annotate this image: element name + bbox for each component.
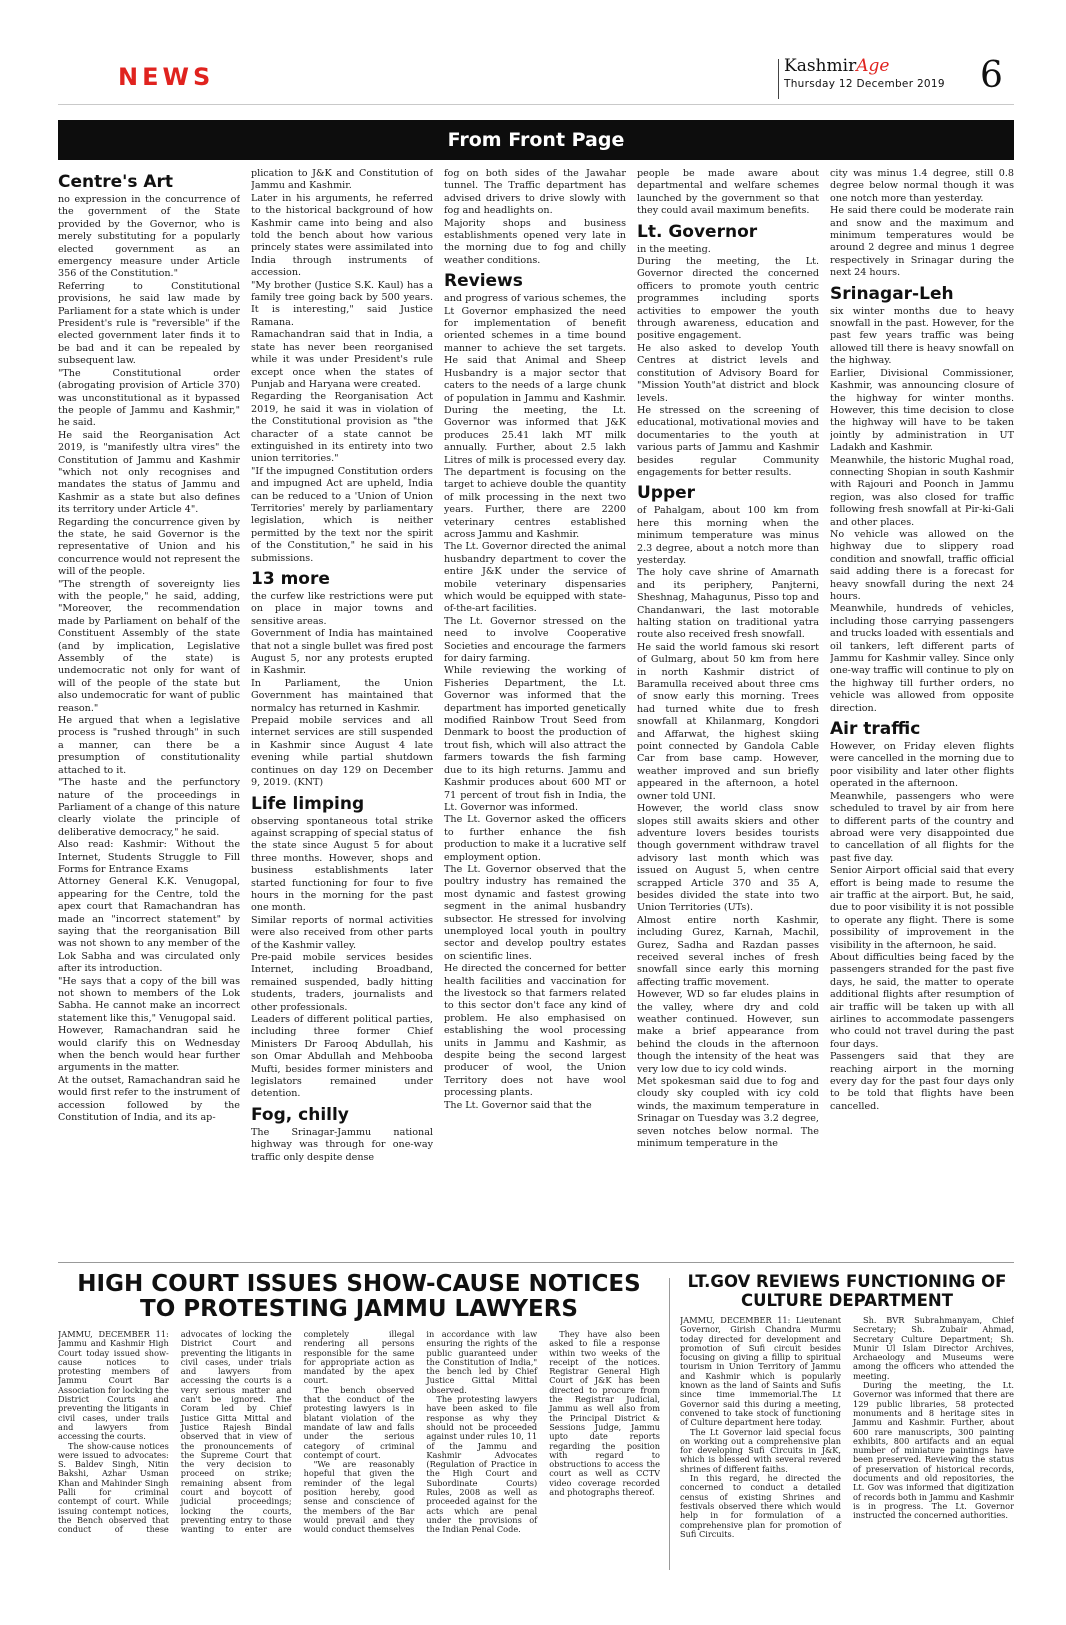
- paragraph: The Lt. Governor stressed on the need to involve Cooperative Societies and encourage the farmers for dairy farming.: [444, 615, 626, 665]
- text-column: [251, 168, 433, 1250]
- story-body: [680, 1316, 1014, 1578]
- dateline: Thursday 12 December 2019: [784, 78, 945, 90]
- paragraph: Passengers said that they are reaching airport in the morning every day for the past four days only to be told that flights have been cancelled.: [830, 1051, 1014, 1112]
- section-title: NEWS: [118, 63, 215, 91]
- page-number: 6: [980, 55, 1003, 96]
- paragraph: Government of India has maintained that not a single bullet was fired post August 5, nor any protests erupted in Kashmir.: [251, 628, 433, 677]
- paragraph: in the meeting.: [637, 243, 711, 255]
- paragraph: He argued that when a legislative process is "rushed through" in such a manner, can there be a presumption of constitutionality attached to it.: [58, 715, 240, 776]
- paragraph: Almost entire north Kashmir, including Gurez, Karnah, Machil, Gurez, Sadha and Razdan passes received several inches of fresh snowfall since early this morning affecting traffic movement.: [637, 914, 819, 988]
- newspaper-brand: [784, 57, 972, 101]
- paragraph: of Pahalgam, about 100 km from here this morning when the minimum temperature was minus 2.3 degree, about a notch more than yesterday.: [637, 505, 819, 566]
- paragraph: Majority shops and business establishments opened very late in the morning due to fog and chilly weather conditions.: [444, 217, 626, 266]
- paragraph: "The Constitutional order (abrogating provision of Article 370) was unconstitutional as it bypassed the people of Jammu and Kashmir," he said.: [58, 367, 240, 429]
- brand-name: Kashmir: [784, 56, 857, 76]
- paragraph: Prepaid mobile services and all internet services are still suspended in Kashmir since August 4 late evening while partial shutdown continues on day 129 on December 9, 2019. (KNT): [251, 715, 433, 789]
- paragraph: Ramachandran said that in India, a state has never been reorganised while it was under President's rule except once when the states of Punjab and Haryana were created.: [251, 329, 433, 390]
- paragraph: JAMMU, DECEMBER 11: Jammu and Kashmir High Court today issued show-cause notices to protesting members of Jammu Court Bar Association for locking the District Courts and preventing the litigants in civil cases, under trails and lawyers from accessing the courts.: [58, 1330, 169, 1442]
- paragraph: He directed the concerned for better health facilities and vaccination for the livestock so that farmers related to this sector don't face any kind of problem. He also emphasised on establishing the wool processing units in Jammu and Kashmir, as despite being the second largest producer of wool, the Union Territory does not have wool processing plants.: [444, 963, 626, 1099]
- paragraph: "My brother (Justice S.K. Kaul) has a family tree going back by 500 years. It is interesting," said Justice Ramana.: [251, 279, 433, 328]
- paragraph: Also read: Kashmir: Without the Internet, Students Struggle to Fill Forms for Entrance Exams: [58, 839, 240, 875]
- paragraph: The Lt. Governor asked the officers to further enhance the fish production to make it a lucrative self employment option.: [444, 814, 626, 863]
- paragraph: He stressed on the screening of educational, motivational movies and documentaries to the youth at various parts of Jammu and Kashmir besides regular Community engagements for better results.: [637, 404, 819, 478]
- paragraph: The Lt Governor laid special focus on working out a comprehensive plan for developing Sufi Circuits in J&K, which is blessed with several revered shrines of different faiths.: [680, 1426, 841, 1474]
- paragraph: During the meeting, the Lt. Governor directed the concerned officers to promote youth centric programmes including sports activities to empower the youth through awareness, education and positive engagement.: [637, 256, 819, 342]
- paragraph: The Srinagar-Jammu national highway was through for one-way traffic only despite dense: [251, 1126, 433, 1163]
- paragraph: "We are reasonably hopeful that given the reminder of the legal position hereby, good sense and conscience of the members of the Bar would prevail and they would conduct themselves in accordance with law ensuring the rights of the public guaranteed under the Constitution of India," the bench led by Chief Justice Gittal Mittal observed.: [303, 1330, 538, 1535]
- paragraph: However, Ramachandran said he would clarify this on Wednesday when the bench would hear further arguments in the matter.: [58, 1025, 240, 1074]
- paragraph: However, on Friday eleven flights were cancelled in the morning due to poor visibility and later other flights operated in the afternoon.: [830, 741, 1014, 790]
- paragraph: In this regard, he directed the concerned to conduct a detailed census of existing Shrines and festivals observed there which would help in for formulation of a comprehensive plan for promotion of Sufi Circuits.: [680, 1473, 841, 1539]
- paragraph: The Lt. Governor said that the: [444, 1099, 592, 1111]
- paragraph: people be made aware about departmental and welfare schemes launched by the government so that they could avail maximum benefits.: [637, 168, 819, 217]
- text-column: [58, 168, 240, 1250]
- paragraph: Later in his arguments, he referred to the historical background of how Kashmir came into being and also told the bench about how various princely states were assimilated into India through instruments of accession.: [251, 192, 433, 279]
- paragraph: Attorney General K.K. Venugopal, appearing for the Centre, told the apex court that Ramachandran has made an "incorrect statement" by saying that the reorganisation Bill was not shown to any member of the Lok Sabha and was circulated only after its introduction.: [58, 876, 240, 975]
- jump-headline: Centre's Art: [58, 172, 174, 192]
- paragraph: Similar reports of normal activities were also received from other parts of the Kashmir valley.: [251, 914, 433, 951]
- brand-logo: [784, 57, 972, 75]
- paragraph: Pre-paid mobile services besides Internet, including Broadband, remained suspended, badly hitting students, traders, journalists and other professionals.: [251, 951, 433, 1013]
- section-banner: From Front Page: [58, 120, 1014, 160]
- paragraph: no expression in the concurrence of the government of the State provided by the Governor, who is merely substituting for a popularly elected government as an emergency measure under Article 356 of the Constitution.": [58, 194, 240, 280]
- paragraph: six winter months due to heavy snowfall in the past. However, for the past few years traffic was being allowed till there is heavy snowfall on the highway.: [830, 305, 1014, 367]
- paragraph: "If the impugned Constitution orders and impugned Act are upheld, India can be reduced to a 'Union of Union Territories' merely by parliamentary legislation, which is neither permitted by the text nor the spirit of the Constitution," he said in his submissions.: [251, 465, 433, 564]
- paragraph: Regarding the Reorganisation Act 2019, he said it was in violation of the Constitutional provision as "the character of a state cannot be extinguished in its entirety into two union territories.": [251, 391, 433, 465]
- paragraph: and progress of various schemes, the Lt Governor emphasized the need for implementation of benefit oriented schemes in a time bound manner to achieve the set targets. He said that Animal and Sheep Husbandry is a major sector that caters to the needs of a large chunk of population in Jammu and Kashmir. During the meeting, the Lt. Governor was informed that J&K produces 25.41 lakh MT milk annually. Further, about 2.5 lakh Litres of milk is processed every day. The department is focusing on the target to achieve double the quantity of milk processing in the next two years. Further, there are 2200 veterinary centres established across Jammu and Kashmir.: [444, 293, 626, 540]
- paragraph: He also asked to develop Youth Centres at district levels and constitution of Advisory Board for "Mission Youth"at district and block levels.: [637, 342, 819, 404]
- paragraph: the curfew like restrictions were put on place in major towns and sensitive areas.: [251, 591, 433, 627]
- paragraph: About difficulties being faced by the passengers stranded for the past five days, he said, the matter to operate additional flights after resumption of air traffic will be taken up with all airlines to accommodate passengers who could not travel during the past four days.: [830, 951, 1014, 1050]
- paragraph: JAMMU, DECEMBER 11: Lieutenant Governor, Girish Chandra Murmu today directed for development and promotion of Sufi circuit besides focusing on giving a fillip to spiritual tourism in Union Territory of Jammu and Kashmir which is popularly known as the land of Saints and Sufis since time immemorial.The Lt Governor said this during a meeting, convened to take stock of functioning of Culture department here today.: [680, 1316, 841, 1428]
- paragraph: However, WD so far eludes plains in the valley, where dry and cold weather continued. However, sun make a brief appearance from behind the clouds in the afternoon though the intensity of the heat was very low due to icy cold winds.: [637, 989, 819, 1075]
- story-headline: LT.GOV REVIEWS FUNCTIONING OF CULTURE DEPARTMENT: [687, 1272, 1007, 1310]
- paragraph: No vehicle was allowed on the highway due to slippery road condition and snowfall, traffic official said adding there is a forecast for heavy snowfall during the next 24 hours.: [830, 528, 1014, 602]
- paragraph: Referring to Constitutional provisions, he said law made by Parliament for a state which is under President's rule is "reversible" if the elected government later finds it to be bad and it can be repealed by subsequent law.: [58, 280, 240, 367]
- jump-headline: 13 more: [251, 569, 330, 589]
- text-column: [637, 168, 819, 1250]
- paragraph: fog on both sides of the Jawahar tunnel. The Traffic department has advised drivers to drive slowly with fog and headlights on.: [444, 168, 626, 217]
- jump-headline: Reviews: [444, 271, 523, 292]
- paragraph: city was minus 1.4 degree, still 0.8 degree below normal though it was one notch more than yesterday.: [830, 168, 1014, 204]
- paragraph: observing spontaneous total strike against scrapping of special status of the state since August 5 for about three months. However, shops and business establishments later started functioning for four to five hours in the morning for the past one month.: [251, 815, 433, 914]
- paragraph: plication to J&K and Constitution of Jammu and Kashmir.: [251, 168, 433, 192]
- paragraph: In Parliament, the Union Government has maintained that normalcy has returned in Kashmir.: [251, 677, 433, 714]
- jump-headline: Upper: [637, 483, 696, 504]
- paragraph: Meanwhile, hundreds of vehicles, including those carrying passengers and trucks loaded with essentials and oil tankers, left different parts of Jammu for Kashmir valley. Since only one-way traffic will continue to ply on the highway till further orders, no vehicle was allowed from opposite direction.: [830, 603, 1014, 714]
- jump-headline: Srinagar-Leh: [830, 283, 954, 304]
- paragraph: They have also been asked to file a response within two weeks of the receipt of the notices. Registrar General High Court of J&K has been directed to procure from the Registrar Judicial, Jammu as well also from the Principal District & Sessions Judge, Jammu upto date reports regarding the position with regard to obstructions to access the court as well as CCTV video coverage recorded and photographs thereof.: [549, 1330, 660, 1498]
- story-body: [58, 1330, 660, 1572]
- paragraph: Earlier, Divisional Commissioner, Kashmir, was announcing closure of the highway for winter months. However, this time decision to close the highway will have to be taken jointly by administration in UT Ladakh and Kashmir.: [830, 367, 1014, 454]
- masthead-divider: [778, 59, 779, 99]
- paragraph: Met spokesman said due to fog and cloudy sky coupled with icy cold winds, the maximum temperature in Srinagar on Tuesday was 3.2 degree, seven notches below normal. The minimum temperature in the: [637, 1076, 819, 1150]
- paragraph: The holy cave shrine of Amarnath and its periphery, Panjterni, Sheshnag, Mahagunus, Pisso top and Chandanwari, the last motorable halting station on traditional yatra route also received fresh snowfall.: [637, 567, 819, 641]
- section-divider: [58, 1262, 1014, 1263]
- jump-headline: Air traffic: [830, 719, 921, 740]
- paragraph: At the outset, Ramachandran said he would first refer to the instrument of accession followed by the Constitution of India, and its ap-: [58, 1074, 240, 1124]
- paragraph: Meanwhile, the historic Mughal road, connecting Shopian in south Kashmir with Rajouri and Poonch in Jammu region, was also closed for traffic following fresh snowfall at Pir-ki-Gali and other places.: [830, 454, 1014, 528]
- jump-headline: Fog, chilly: [251, 1104, 349, 1125]
- story-headline: HIGH COURT ISSUES SHOW-CAUSE NOTICES TO PROTESTING JAMMU LAWYERS: [77, 1271, 641, 1322]
- paragraph: He said the world famous ski resort of Gulmarg, about 50 km from here in north Kashmir district of Baramulla received about three cms of snow early this morning. Trees had turned white due to fresh snowfall at Khilanmarg, Kongdori and Affarwat, the highest skiing point connected by Gandola Cable Car from base camp. However, weather improved and sun briefly appeared in the afternoon, a hotel owner told UNI.: [637, 641, 819, 802]
- paragraph: The Lt. Governor directed the animal husbandry department to cover the entire J&K under the service of mobile veterinary dispensaries which would be equipped with state-of-the-art facilities.: [444, 541, 626, 615]
- paragraph: He said there could be moderate rain and snow and the maximum and minimum temperatures would be around 2 degree and minus 1 degree respectively in Srinagar during the next 24 hours.: [830, 205, 1014, 279]
- paragraph: The protesting lawyers have been asked to file response as why they should not be proceeded against under rules 10, 11 of the Jammu and Kashmir Advocates (Regulation of Practice in the High Court and Subordinate Courts) Rules, 2008 as well as proceeded against for the acts which are penal under the provisions of the Indian Penal Code.: [426, 1394, 538, 1535]
- paragraph: Meanwhile, passengers who were scheduled to travel by air from here to different parts of the country and abroad were very disappointed due to cancellation of all flights for the past five day.: [830, 790, 1014, 864]
- paragraph: Sh. BVR Subrahmanyam, Chief Secretary; Sh. Zubair Ahmad, Secretary Culture Department; Sh. Munir Ul Islam Director Archives, Archaeology and Museums were among the officers who attended the meeting.: [853, 1316, 1014, 1381]
- masthead-rule: [58, 104, 1014, 105]
- paragraph: Regarding the concurrence given by the state, he said Governor is the representative of Union and his concurrence would not represent the will of the people.: [58, 516, 240, 578]
- text-column: [830, 168, 1014, 1250]
- masthead: [58, 55, 1014, 105]
- story-culture-department: [680, 1272, 1014, 1592]
- jump-headline: Lt. Governor: [637, 221, 758, 242]
- paragraph: "The haste and the perfunctory nature of the proceedings in Parliament of a change of this nature clearly violate the principle of deliberative democracy," he said.: [58, 777, 240, 838]
- brand-name-suffix: Age: [856, 56, 890, 76]
- story-high-court: [58, 1272, 660, 1592]
- paragraph: During the meeting, the Lt. Governor was informed that there are 129 public libraries, 58 protected monuments and 8 heritage sites in Jammu and Kashmir. Further, about 600 rare manuscripts, 300 painting exhibits, 800 artifacts and an equal number of miniature paintings have been preserved. Reviewing the status of preservation of historical records, documents and old repositories, the Lt. Gov was informed that digitization of records both in Jammu and Kashmir is in progress. The Lt. Governor instructed the concerned authorities.: [853, 1380, 1014, 1521]
- paragraph: However, the world class snow slopes still awaits skiers and other adventure lovers besides tourists though government withdraw travel advisory last month which was issued on August 5, when centre scrapped Article 370 and 35 A, besides divided the state into two Union Territories (UTs).: [637, 803, 819, 914]
- paragraph: "The strength of sovereignty lies with the people," he said, adding, "Moreover, the recommendation made by Parliament on behalf of the Constituent Assembly of the state (and by implication, Legislative Assembly of the state) is undemocratic not only for want of will of the people of the state but also undemocratic for want of public reason.": [58, 578, 240, 714]
- text-column: [444, 168, 626, 1250]
- story-divider: [669, 1278, 670, 1570]
- paragraph: While reviewing the working of Fisheries Department, the Lt. Governor was informed that the department has imported genetically modified Rainbow Trout Seed from Denmark to boost the production of trout fish, which will also attract the farmers towards the fish farming due to its high returns. Jammu and Kashmir produces about 600 MT or 71 percent of trout fish in India, the Lt. Governor was informed.: [444, 665, 626, 813]
- jump-headline: Life limping: [251, 793, 365, 814]
- paragraph: "He says that a copy of the bill was not shown to members of the Lok Sabha. He cannot make an incorrect statement like this," Venugopal said.: [58, 975, 240, 1024]
- paragraph: Senior Airport official said that every effort is being made to resume the air traffic at the airport. But, he said, due to poor visibility it is not possible to operate any flight. There is some possibility of improvement in the visibility in the afternoon, he said.: [830, 865, 1014, 951]
- paragraph: He said the Reorganisation Act 2019, is "manifestly ultra vires" the Constitution of Jammu and Kashmir "which not only recognises and mandates the status of Jammu and Kashmir as a state but also defines its territory under Article 4".: [58, 429, 240, 516]
- paragraph: Leaders of different political parties, including three former Chief Ministers Dr Farooq Abdullah, his son Omar Abdullah and Mehbooba Mufti, besides former ministers and legislators remained under detention.: [251, 1014, 433, 1100]
- paragraph: The bench observed that the conduct of the protesting lawyers is in blatant violation of the mandate of law and falls under the serious category of criminal contempt of court.: [303, 1384, 415, 1460]
- paragraph: The show-cause notices were issued to advocates: S. Baldev Singh, Nitin Bakshi, Azhar Usman Khan and Mahinder Singh Palli for criminal contempt of court. While issuing contempt notices, the Bench observed that conduct of these advocates of locking the District Court and preventing the litigants in civil cases, under trials and lawyers from accessing the courts is a very serious matter and can't be ignored. The Coram led by Chief Justice Gitta Mittal and Justice Rajesh Bindal observed that in view of the pronouncements of the Supreme Court that the very decision to proceed on strike; remaining absent from court and boycott of judicial proceedings; locking the courts, preventing entry to those wanting to enter are completely illegal rendering all persons responsible for the same for appropriate action as mandated by the apex court.: [58, 1330, 415, 1535]
- paragraph: The Lt. Governor observed that the poultry industry has remained the most dynamic and fastest growing segment in the animal husbandry subsector. He stressed for involving unemployed local youth in poultry sector and develop poultry estates on scientific lines.: [444, 863, 626, 962]
